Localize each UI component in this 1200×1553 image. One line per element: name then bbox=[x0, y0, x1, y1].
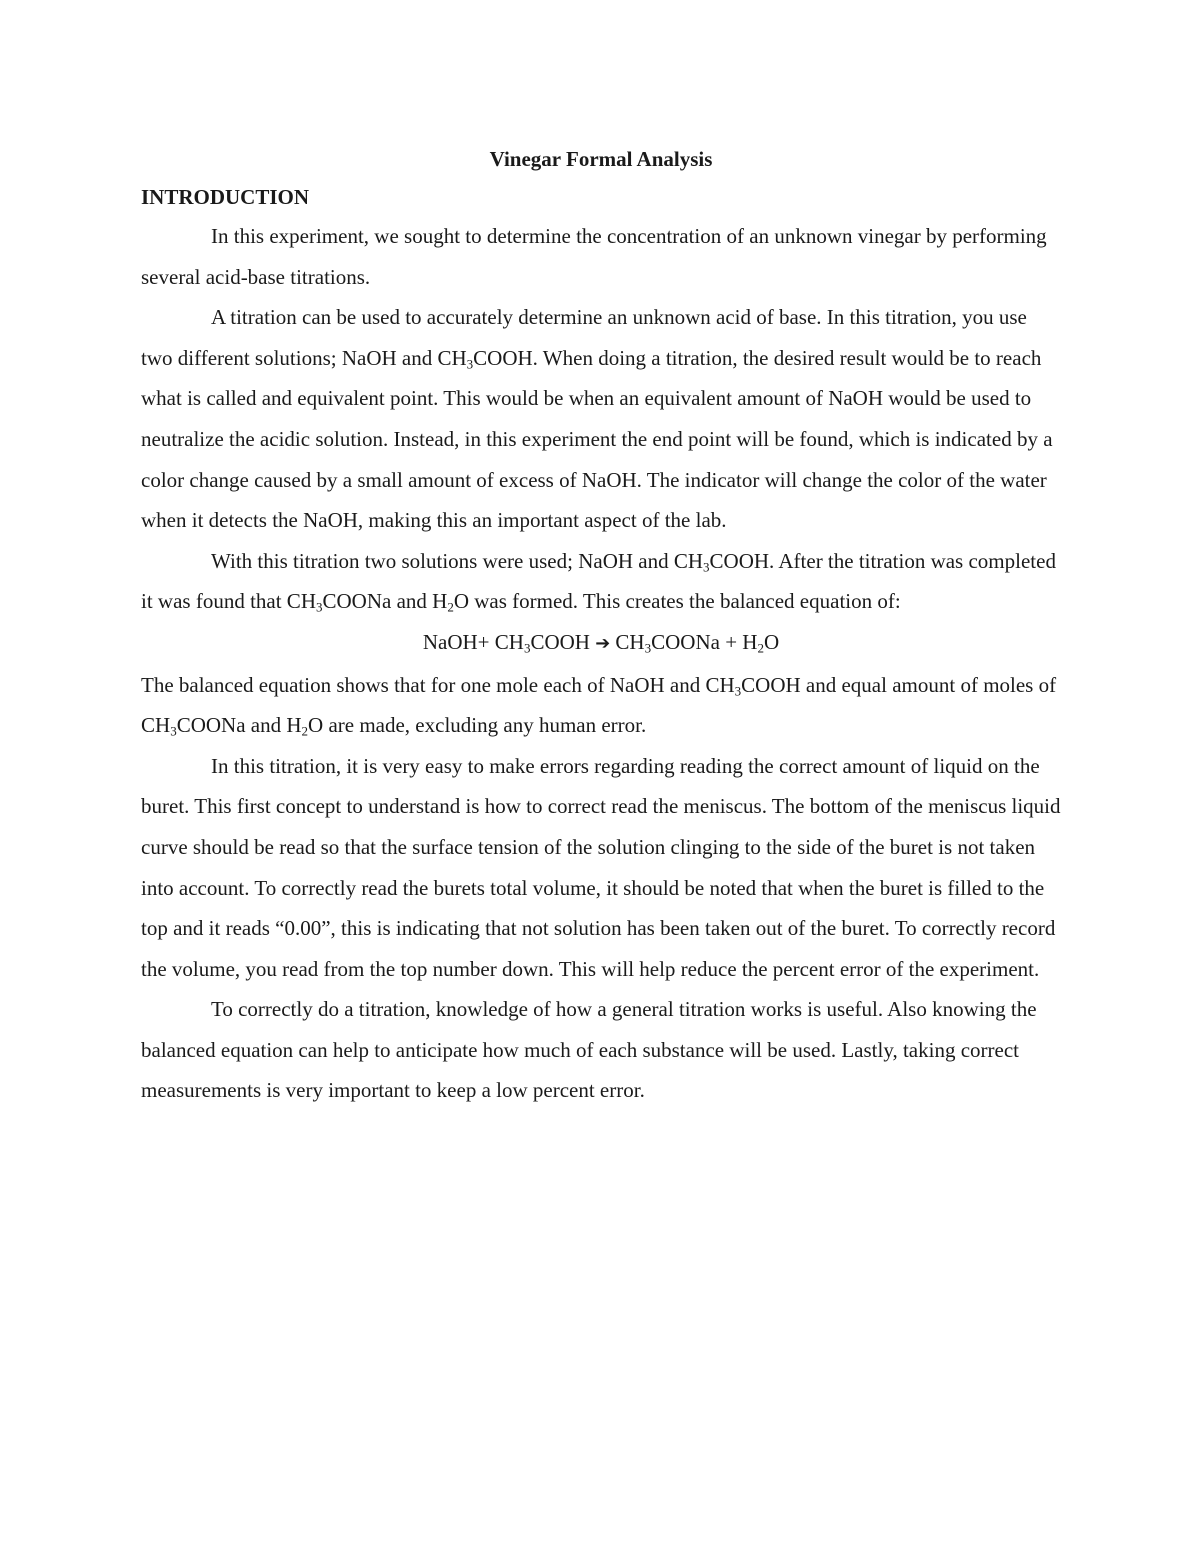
text-run: The balanced equation shows that for one mole each of NaOH and CH bbox=[141, 672, 735, 697]
right-arrow-icon: ➔ bbox=[595, 632, 611, 654]
document-body bbox=[141, 140, 1061, 1111]
paragraph-solutions bbox=[141, 541, 1061, 622]
text-run: With this titration two solutions were used; NaOH and CH bbox=[211, 548, 704, 573]
subscript: 3 bbox=[315, 599, 323, 615]
paragraph-equation-explanation bbox=[141, 665, 1061, 746]
subscript: 3 bbox=[466, 356, 474, 372]
document-title: Vinegar Formal Analysis bbox=[489, 147, 713, 171]
subscript: 3 bbox=[734, 682, 742, 698]
subscript: 3 bbox=[523, 640, 531, 656]
text-run: COONa and H bbox=[176, 713, 302, 738]
text-run: COONa and H bbox=[322, 589, 448, 614]
section-heading-introduction: INTRODUCTION bbox=[141, 185, 310, 209]
text-run: O are made, excluding any human error. bbox=[308, 713, 647, 738]
paragraph-purpose: In this experiment, we sought to determine the concentration of an unknown vinegar by performing several acid-base titrations. bbox=[141, 224, 1047, 289]
text-run: O was formed. This creates the balanced equation of: bbox=[453, 589, 901, 614]
paragraph-buret-errors: In this titration, it is very easy to make errors regarding reading the correct amount of liquid on the buret. This first concept to understand is how to correct read the meniscus. The bottom of the meniscus liquid curve should be read so that the surface tension of the solution clinging to the side of the buret is not taken into account. To correctly read the burets total volume, it should be noted that when the buret is filled to the top and it reads “0.00”, this is indicating that not solution has been taken out of the buret. To correctly record the volume, you read from the top number down. This will help reduce the percent error of the experiment. bbox=[141, 753, 1061, 981]
text-run: COOH. After the titration was completed it was found that CH bbox=[141, 548, 1056, 614]
equation-products-mid: COONa + H bbox=[651, 629, 758, 654]
text-run: A titration can be used to accurately determine an unknown acid of base. In this titration, you use two different solutions; NaOH and CH bbox=[141, 305, 1027, 370]
subscript: 2 bbox=[447, 599, 454, 615]
paragraph-conclusion: To correctly do a titration, knowledge of how a general titration works is useful. Also knowing the balanced equation can help to anticipate how much of each substance will be used. Lastly, taking correct measurements is very important to keep a low percent error. bbox=[141, 997, 1037, 1103]
equation-products: CH bbox=[615, 629, 645, 654]
equation-reactants-tail: COOH bbox=[530, 629, 590, 654]
subscript: 3 bbox=[170, 723, 177, 739]
balanced-equation bbox=[141, 622, 1061, 665]
subscript: 2 bbox=[757, 640, 764, 656]
subscript: 3 bbox=[644, 640, 652, 656]
subscript: 3 bbox=[703, 559, 710, 574]
equation-reactants: NaOH+ CH bbox=[422, 629, 524, 654]
text-run: COOH. When doing a titration, the desired result would be to reach what is called and equivalent point. This would be when an equivalent amount of NaOH would be used to neutralize the acidic solution. Instead, in this experiment the end point will be found, which is indicated by a color change caused by a small amount of excess of NaOH. The indicator will change the color of the water when it detects the NaOH, making this an important aspect of the lab. bbox=[141, 345, 1053, 533]
paragraph-titration-overview bbox=[141, 297, 1061, 541]
equation-products-tail: O bbox=[763, 629, 780, 654]
subscript: 2 bbox=[301, 723, 309, 739]
text-run: COOH and equal amount of moles of CH bbox=[141, 672, 1057, 738]
